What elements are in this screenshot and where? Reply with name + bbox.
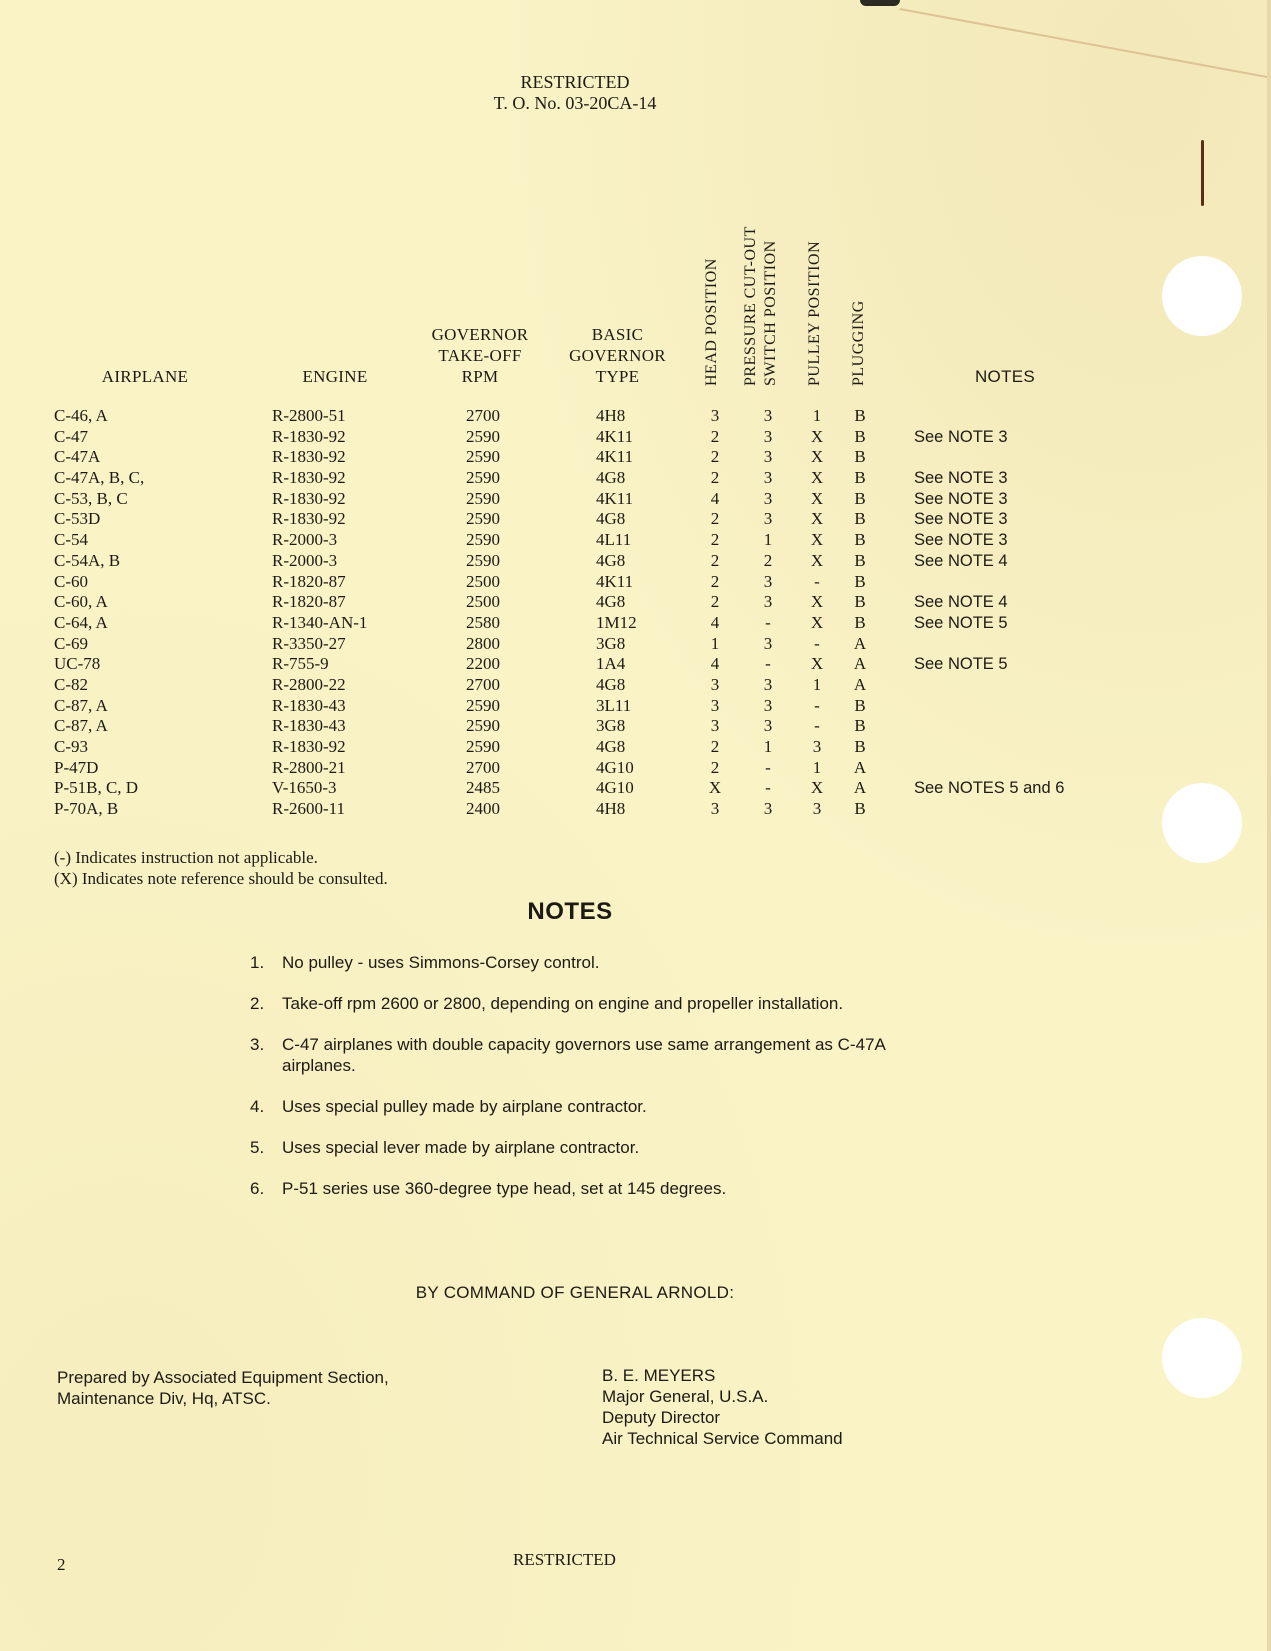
pulley-cell: 1: [812, 674, 822, 694]
head-cell: 3: [710, 674, 720, 694]
rpm-cell: 2200: [466, 654, 500, 674]
pressure-cell: -: [765, 612, 771, 632]
pressure-cell: 1: [763, 530, 773, 550]
type-cell: 4G8: [596, 468, 626, 488]
type-cell: 4G10: [596, 778, 634, 798]
plugging-cell: B: [854, 737, 866, 756]
rpm-cell: 2590: [466, 426, 500, 446]
table-row: [0, 447, 1271, 468]
pressure-cell: 3: [763, 426, 773, 446]
plugging-cell: B: [854, 426, 866, 446]
notes-cell: See NOTE 4: [914, 593, 1008, 612]
document-header: [0, 72, 1150, 114]
airplane-cell: C-82: [54, 674, 88, 694]
legend-dash: (-) Indicates instruction not applicable.: [54, 848, 318, 867]
type-cell: 3G8: [596, 633, 626, 653]
table-row: [0, 799, 1271, 820]
pressure-cell: 3: [763, 633, 773, 653]
table-row: [0, 737, 1271, 758]
type-cell: 4H8: [596, 406, 626, 425]
rpm-cell: 2700: [466, 406, 500, 425]
plugging-cell: A: [853, 757, 867, 777]
table-row: [0, 406, 1271, 427]
airplane-cell: C-47: [54, 426, 88, 446]
table-row: [0, 613, 1271, 634]
airplane-cell: C-60: [54, 571, 88, 591]
pulley-cell: X: [810, 468, 824, 488]
head-cell: 2: [710, 550, 720, 570]
pressure-cell: 3: [763, 488, 773, 508]
engine-cell: R-2600-11: [272, 799, 346, 819]
head-cell: 2: [710, 737, 720, 756]
pressure-cell: 1: [763, 737, 773, 756]
type-header-line: TYPE: [595, 367, 640, 386]
head-cell: 2: [710, 426, 720, 446]
airplane-cell: C-54: [54, 530, 88, 550]
notes-cell: See NOTE 5: [914, 613, 1008, 632]
plugging-cell: B: [854, 468, 866, 488]
airplane-cell: C-69: [54, 633, 88, 653]
head-cell: 3: [710, 716, 720, 736]
plugging-cell: A: [853, 654, 867, 674]
type-header-line: GOVERNOR: [569, 346, 666, 365]
pulley-cell: X: [810, 778, 824, 798]
column-header-engine: ENGINE: [302, 367, 368, 386]
rpm-cell: 2800: [466, 633, 500, 653]
notes-cell: See NOTE 3: [914, 510, 1008, 529]
note-text: C-47 airplanes with double capacity governors use same arrangement as C-47A airplanes.: [282, 1035, 885, 1075]
airplane-cell: C-87, A: [54, 716, 108, 736]
type-cell: 4K11: [596, 426, 634, 446]
pressure-cell: 3: [763, 674, 773, 694]
footer-classification: RESTRICTED: [513, 1550, 616, 1569]
table-row: [0, 758, 1271, 779]
engine-cell: R-1830-92: [272, 737, 346, 756]
rpm-header-line: RPM: [461, 367, 499, 386]
engine-cell: R-1820-87: [272, 592, 346, 612]
classification-marking: RESTRICTED: [520, 72, 630, 92]
plugging-cell: B: [854, 716, 866, 736]
pressure-cell: 3: [763, 509, 773, 529]
plugging-cell: B: [854, 509, 866, 529]
head-cell: X: [708, 778, 722, 798]
airplane-cell: C-87, A: [54, 695, 108, 715]
engine-cell: R-2800-51: [272, 406, 346, 425]
column-header-pressure-line2: SWITCH POSITION: [762, 240, 779, 386]
type-cell: 1A4: [596, 654, 626, 674]
notes-list: [250, 952, 910, 1219]
paper-fold-line: [900, 8, 1271, 79]
rpm-header-line: GOVERNOR: [431, 325, 529, 344]
plugging-cell: B: [854, 488, 866, 508]
note-item: [250, 1096, 910, 1117]
note-text: Take-off rpm 2600 or 2800, depending on engine and propeller installation.: [282, 994, 844, 1013]
type-cell: 4H8: [596, 799, 626, 819]
signatory-name: B. E. MEYERS: [602, 1366, 716, 1385]
engine-cell: R-755-9: [272, 654, 329, 674]
note-number: 1.: [250, 953, 265, 972]
rpm-cell: 2700: [466, 757, 500, 777]
column-header-airplane: AIRPLANE: [101, 367, 189, 386]
note-number: 4.: [250, 1097, 265, 1116]
pulley-cell: 1: [812, 757, 822, 777]
airplane-cell: C-53, B, C: [54, 488, 128, 508]
type-header-line: BASIC: [591, 325, 644, 344]
engine-cell: R-1820-87: [272, 571, 346, 591]
table-row: [0, 716, 1271, 737]
airplane-cell: UC-78: [54, 654, 101, 674]
head-cell: 3: [710, 695, 720, 715]
pulley-cell: 3: [812, 737, 822, 756]
rpm-cell: 2590: [466, 488, 500, 508]
punch-hole-icon: [1162, 256, 1242, 336]
rpm-cell: 2590: [466, 509, 500, 529]
engine-cell: R-1830-92: [272, 488, 346, 508]
rpm-cell: 2580: [466, 612, 500, 632]
column-header-pulley-position: PULLEY POSITION: [806, 240, 823, 386]
head-cell: 1: [710, 633, 720, 653]
note-number: 5.: [250, 1138, 265, 1157]
column-header-type: [555, 324, 680, 387]
engine-cell: V-1650-3: [272, 778, 337, 798]
table-row: [0, 696, 1271, 717]
legend-x: (X) Indicates note reference should be consulted.: [54, 869, 388, 888]
note-number: 2.: [250, 994, 265, 1013]
table-row: [0, 778, 1271, 799]
airplane-cell: C-47A: [54, 447, 101, 467]
rpm-cell: 2500: [466, 571, 500, 591]
signatory-rank: Major General, U.S.A.: [602, 1387, 769, 1406]
table-row: [0, 675, 1271, 696]
signatory-org: Air Technical Service Command: [602, 1429, 843, 1448]
plugging-cell: B: [854, 550, 866, 570]
pulley-cell: -: [814, 633, 820, 653]
pulley-cell: X: [810, 530, 824, 550]
plugging-cell: A: [853, 778, 867, 798]
pressure-cell: 3: [763, 695, 773, 715]
head-cell: 2: [710, 757, 720, 777]
engine-cell: R-2000-3: [272, 530, 338, 550]
plugging-cell: A: [853, 633, 867, 653]
rpm-cell: 2590: [466, 695, 500, 715]
governor-settings-table: [0, 406, 1271, 820]
table-row: [0, 654, 1271, 675]
table-row: [0, 592, 1271, 613]
command-line: BY COMMAND OF GENERAL ARNOLD:: [415, 1283, 735, 1302]
table-row: [0, 427, 1271, 448]
rpm-cell: 2590: [466, 468, 500, 488]
engine-cell: R-2800-21: [272, 757, 346, 777]
type-cell: 3L11: [596, 695, 632, 715]
table-row: [0, 572, 1271, 593]
engine-cell: R-1830-92: [272, 468, 346, 488]
head-cell: 2: [710, 530, 720, 550]
pulley-cell: X: [810, 592, 824, 612]
head-cell: 2: [710, 571, 720, 591]
pulley-cell: X: [810, 550, 824, 570]
airplane-cell: C-60, A: [54, 592, 108, 612]
table-row: [0, 509, 1271, 530]
engine-cell: R-1830-92: [272, 447, 346, 467]
note-item: [250, 1034, 910, 1076]
table-row: [0, 468, 1271, 489]
airplane-cell: P-47D: [54, 757, 99, 777]
note-text: No pulley - uses Simmons-Corsey control.: [282, 953, 600, 972]
note-number: 3.: [250, 1035, 265, 1054]
rpm-cell: 2400: [466, 799, 500, 819]
pulley-cell: X: [810, 509, 824, 529]
pressure-cell: -: [765, 654, 771, 674]
rpm-cell: 2700: [466, 674, 500, 694]
pulley-cell: X: [810, 447, 824, 467]
note-text: P-51 series use 360-degree type head, set at 145 degrees.: [282, 1179, 727, 1198]
pressure-cell: -: [765, 778, 771, 798]
type-cell: 4L11: [596, 530, 632, 550]
engine-cell: R-2800-22: [272, 674, 346, 694]
note-text: Uses special lever made by airplane contractor.: [282, 1138, 640, 1157]
table-legend: [54, 847, 388, 889]
document-number: T. O. No. 03-20CA-14: [493, 93, 657, 113]
pressure-cell: 3: [763, 716, 773, 736]
signature-block: [602, 1365, 843, 1449]
engine-cell: R-1830-92: [272, 426, 346, 446]
engine-cell: R-3350-27: [272, 633, 346, 653]
rpm-header-line: TAKE-OFF: [438, 346, 522, 365]
airplane-cell: P-51B, C, D: [54, 778, 139, 798]
type-cell: 1M12: [596, 612, 637, 632]
type-cell: 4K11: [596, 488, 634, 508]
note-item: [250, 993, 910, 1014]
pulley-cell: X: [810, 612, 824, 632]
scan-shadow: [860, 0, 900, 6]
airplane-cell: P-70A, B: [54, 799, 119, 819]
airplane-cell: C-47A, B, C,: [54, 468, 145, 488]
type-cell: 4G8: [596, 550, 626, 570]
engine-cell: R-2000-3: [272, 550, 338, 570]
column-header-pressure-line1: PRESSURE CUT-OUT: [742, 226, 759, 386]
head-cell: 2: [710, 447, 720, 467]
head-cell: 2: [710, 509, 720, 529]
type-cell: 3G8: [596, 716, 626, 736]
page-number: 2: [57, 1555, 66, 1574]
type-cell: 4G8: [596, 592, 626, 612]
notes-heading: NOTES: [527, 898, 613, 925]
note-number: 6.: [250, 1179, 265, 1198]
plugging-cell: B: [854, 530, 866, 550]
pulley-cell: -: [814, 571, 820, 591]
notes-cell: See NOTE 3: [914, 469, 1008, 488]
pulley-cell: 1: [812, 406, 822, 425]
rpm-cell: 2590: [466, 737, 500, 756]
head-cell: 2: [710, 592, 720, 612]
table-row: [0, 489, 1271, 510]
type-cell: 4G8: [596, 674, 626, 694]
note-item: [250, 1137, 910, 1158]
notes-cell: See NOTE 3: [914, 427, 1008, 446]
head-cell: 3: [710, 406, 720, 425]
plugging-cell: B: [854, 695, 866, 715]
pressure-cell: -: [765, 757, 771, 777]
column-header-notes: NOTES: [974, 367, 1036, 386]
punch-hole-icon: [1162, 1318, 1242, 1398]
plugging-cell: A: [853, 674, 867, 694]
airplane-cell: C-53D: [54, 509, 101, 529]
pressure-cell: 3: [763, 468, 773, 488]
type-cell: 4K11: [596, 571, 634, 591]
pressure-cell: 3: [763, 799, 773, 819]
rpm-cell: 2590: [466, 447, 500, 467]
rpm-cell: 2500: [466, 592, 500, 612]
airplane-cell: C-54A, B: [54, 550, 121, 570]
plugging-cell: B: [854, 571, 866, 591]
prepared-by-line: Maintenance Div, Hq, ATSC.: [57, 1389, 271, 1408]
prepared-by: [57, 1367, 389, 1409]
note-item: [250, 952, 910, 973]
pulley-cell: -: [814, 716, 820, 736]
pressure-cell: 3: [763, 571, 773, 591]
pressure-cell: 3: [763, 406, 773, 425]
airplane-cell: C-46, A: [54, 406, 108, 425]
rpm-cell: 2590: [466, 550, 500, 570]
airplane-cell: C-93: [54, 737, 88, 756]
notes-cell: See NOTE 3: [914, 531, 1008, 550]
ink-mark: [1201, 140, 1204, 206]
type-cell: 4K11: [596, 447, 634, 467]
pressure-cell: 2: [763, 550, 773, 570]
plugging-cell: B: [854, 406, 866, 425]
type-cell: 4G10: [596, 757, 634, 777]
note-text: Uses special pulley made by airplane contractor.: [282, 1097, 647, 1116]
table-row: [0, 551, 1271, 572]
signatory-title: Deputy Director: [602, 1408, 721, 1427]
engine-cell: R-1830-43: [272, 716, 346, 736]
notes-cell: See NOTES 5 and 6: [914, 779, 1065, 798]
rpm-cell: 2485: [466, 778, 500, 798]
pressure-cell: 3: [763, 447, 773, 467]
rpm-cell: 2590: [466, 716, 500, 736]
head-cell: 2: [710, 468, 720, 488]
type-cell: 4G8: [596, 509, 626, 529]
plugging-cell: B: [854, 447, 866, 467]
plugging-cell: B: [854, 592, 866, 612]
column-header-rpm: [415, 324, 545, 387]
pulley-cell: X: [810, 426, 824, 446]
table-row: [0, 530, 1271, 551]
pulley-cell: -: [814, 695, 820, 715]
engine-cell: R-1830-92: [272, 509, 346, 529]
notes-cell: See NOTE 4: [914, 551, 1008, 570]
plugging-cell: B: [854, 799, 866, 819]
notes-cell: See NOTE 5: [914, 655, 1008, 674]
column-header-head-position: HEAD POSITION: [703, 258, 720, 386]
page-edge: [1267, 0, 1271, 1651]
prepared-by-line: Prepared by Associated Equipment Section,: [57, 1368, 389, 1387]
head-cell: 4: [710, 654, 720, 674]
plugging-cell: B: [854, 612, 866, 632]
airplane-cell: C-64, A: [54, 612, 108, 632]
pulley-cell: X: [810, 488, 824, 508]
engine-cell: R-1830-43: [272, 695, 346, 715]
pulley-cell: X: [810, 654, 824, 674]
engine-cell: R-1340-AN-1: [272, 612, 368, 632]
head-cell: 3: [710, 799, 720, 819]
rpm-cell: 2590: [466, 530, 500, 550]
head-cell: 4: [710, 612, 720, 632]
table-row: [0, 634, 1271, 655]
head-cell: 4: [710, 488, 720, 508]
notes-cell: See NOTE 3: [914, 489, 1008, 508]
pulley-cell: 3: [812, 799, 822, 819]
column-header-plugging: PLUGGING: [850, 300, 867, 386]
note-item: [250, 1178, 910, 1199]
pressure-cell: 3: [763, 592, 773, 612]
type-cell: 4G8: [596, 737, 626, 756]
